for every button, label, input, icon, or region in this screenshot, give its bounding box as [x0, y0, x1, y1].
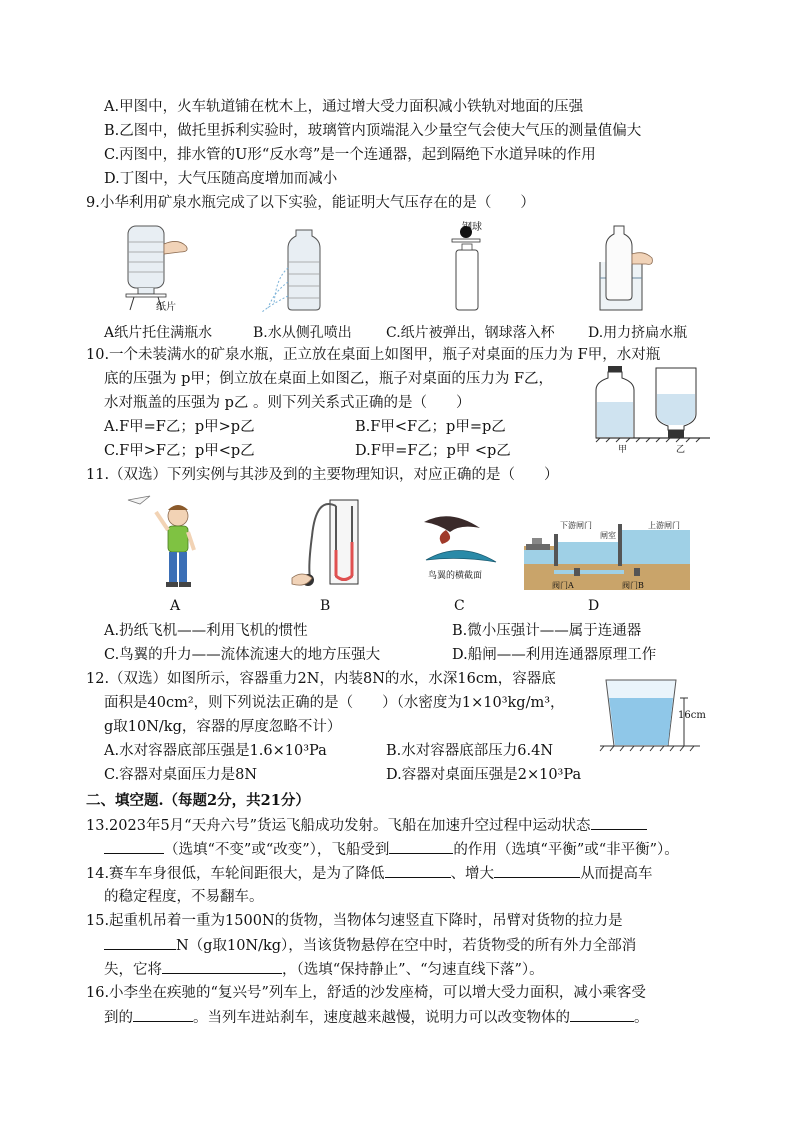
q11-option-c: C.鸟翼的升力——流体流速大的地方压强大: [104, 647, 381, 663]
q15-blank-2[interactable]: [162, 958, 282, 974]
q9-ball-label: 钢球: [462, 222, 482, 233]
q12-option-c: C.容器对桌面压力是8N: [104, 767, 258, 783]
q15-blank-1[interactable]: [104, 934, 176, 950]
q14-text-c: 从而提高车: [580, 866, 653, 882]
q15-line2: [104, 934, 636, 957]
q9-stem: 9.小华利用矿泉水瓶完成了以下实验，能证明大气压存在的是（ ）: [86, 195, 535, 211]
q10-option-c: C.F甲>F乙；p甲<p乙: [104, 443, 255, 459]
q15-line3-text-a: 失，它将: [104, 962, 162, 978]
q12-option-d: D.容器对桌面压强是2×10³Pa: [386, 767, 582, 783]
q16-line2: [104, 1006, 649, 1029]
q16-line1: 16.小李坐在疾驰的“复兴号”列车上，舒适的沙发座椅，可以增大受力面积，减小乘客受: [86, 985, 646, 1001]
q10-line2: 底的压强为 p甲；倒立放在桌面上如图乙，瓶子对桌面的压力为 F乙，: [104, 371, 554, 387]
q15-line3-text-b: ，（选填“保持静止”、“匀速直线下落”）。: [282, 962, 544, 978]
q11-figure-b: [286, 496, 366, 592]
q13-line2-text-a: （选填“不变”或“改变”），飞船受到: [164, 842, 390, 858]
q8-option-d: D.丁图中，大气压随高度增加而减小: [104, 171, 338, 187]
q13-line1: [86, 814, 647, 837]
q16-blank-1[interactable]: [133, 1006, 193, 1022]
q8-option-c: C.丙图中，排水管的U形“反水弯”是一个连通器，起到隔绝下水道异味的作用: [104, 147, 596, 163]
q12-line2: 面积是40cm²，则下列说法正确的是（ ）（水密度为1×10³kg/m³，: [104, 695, 565, 711]
q11-label-a: A: [170, 598, 181, 614]
q11-stem: 11.（双选）下列实例与其涉及到的主要物理知识，对应正确的是（ ）: [86, 467, 559, 483]
q11-lock-label-upstream-gate: 上游闸门: [648, 521, 680, 530]
q14-line2: 的稳定程度，不易翻车。: [104, 889, 264, 905]
q11-option-d: D.船闸——利用连通器原理工作: [452, 647, 657, 663]
q10-line1: 10.一个未装满水的矿泉水瓶，正立放在桌面上如图甲，瓶子对桌面的压力为 F甲，水对瓶: [86, 347, 661, 363]
q10-option-b: B.F甲<F乙；p甲=p乙: [355, 419, 506, 435]
q10-line3: 水对瓶盖的压强为 p乙 。则下列关系式正确的是（ ）: [104, 395, 471, 411]
q11-figure-a: [126, 494, 216, 592]
q14-blank-1[interactable]: [385, 862, 451, 878]
q10-figure: [596, 364, 710, 452]
q12-depth-label: 16cm: [678, 710, 706, 721]
q10-fig-jia: 甲: [618, 445, 628, 455]
q16-line2-text-a: 到的: [104, 1010, 133, 1026]
q14-blank-2[interactable]: [494, 862, 580, 878]
q11-wing-label: 鸟翼的横截面: [428, 571, 483, 581]
q13-blank-1[interactable]: [591, 814, 647, 830]
q11-label-b: B: [320, 598, 331, 614]
q8-option-a: A.甲图中，火车轨道铺在枕木上，通过增大受力面积减小铁轨对地面的压强: [104, 99, 584, 115]
q15-line2-text: N（g取10N/kg），当该货物悬停在空中时，若货物受的所有外力全部消: [176, 938, 637, 954]
q10-option-d: D.F甲=F乙；p甲 <p乙: [355, 443, 511, 459]
q12-line1: 12.（双选）如图所示，容器重力2N，内装8N的水，水深16cm，容器底: [86, 671, 556, 687]
q11-label-c: C: [454, 598, 465, 614]
q16-line2-text-c: 。: [634, 1010, 649, 1026]
q12-option-b: B.水对容器底部压力6.4N: [386, 743, 554, 759]
q15-line1: 15.起重机吊着一重为1500N的货物，当物体匀速竖直下降时，吊臂对货物的拉力是: [86, 913, 623, 929]
q13-blank-1-cont[interactable]: [104, 838, 164, 854]
q14-text-b: 、增大: [450, 866, 495, 882]
q9-caption-d: D.用力挤扁水瓶: [588, 325, 688, 341]
section-2-heading: 二、填空题.（每题2分，共21分）: [86, 792, 310, 809]
q16-line2-text-b: 。当列车进站刹车，速度越来越慢，说明力可以改变物体的: [193, 1010, 570, 1026]
q11-lock-label-valve-b: 阀门B: [622, 581, 644, 590]
q16-blank-2[interactable]: [570, 1006, 634, 1022]
q13-blank-2[interactable]: [389, 838, 453, 854]
q9-caption-b: B.水从侧孔喷出: [253, 325, 352, 341]
q12-line3: g取10N/kg，容器的厚度忽略不计）: [104, 719, 342, 735]
q13-line1-text: 13.2023年5月“天舟六号”货运飞船成功发射。飞船在加速升空过程中运动状态: [86, 818, 591, 834]
q13-line2-text-b: 的作用（选填“平衡”或“非平衡”）。: [453, 842, 679, 858]
q10-fig-yi: 乙: [676, 445, 686, 455]
q11-option-a: A.扔纸飞机——利用飞机的惯性: [104, 623, 308, 639]
q11-label-d: D: [588, 598, 600, 614]
q14-text-a: 14.赛车车身很低，车轮间距很大，是为了降低: [86, 866, 385, 882]
q15-line3: [104, 958, 544, 981]
q12-option-a: A.水对容器底部压强是1.6×10³Pa: [104, 743, 327, 759]
q9-figure-a: [112, 222, 192, 314]
q9-paper-label: 纸片: [156, 302, 176, 313]
q11-option-b: B.微小压强计——属于连通器: [452, 623, 642, 639]
q11-lock-label-downstream-gate: 下游闸门: [560, 521, 592, 530]
q13-line2: [104, 838, 679, 861]
q14-line1: [86, 862, 653, 885]
q9-figure-d: [580, 222, 660, 314]
q10-option-a: A.F甲=F乙；p甲>p乙: [104, 419, 255, 435]
q8-option-b: B.乙图中，做托里拆利实验时，玻璃管内顶端混入少量空气会使大气压的测量值偏大: [104, 123, 642, 139]
q9-figure-b: [254, 222, 334, 314]
q11-lock-label-chamber: 闸室: [600, 531, 616, 540]
q9-caption-a: A纸片托住满瓶水: [104, 325, 213, 341]
q9-caption-c: C.纸片被弹出，钢球落入杯: [386, 325, 555, 341]
q11-lock-label-valve-a: 阀门A: [552, 581, 574, 590]
